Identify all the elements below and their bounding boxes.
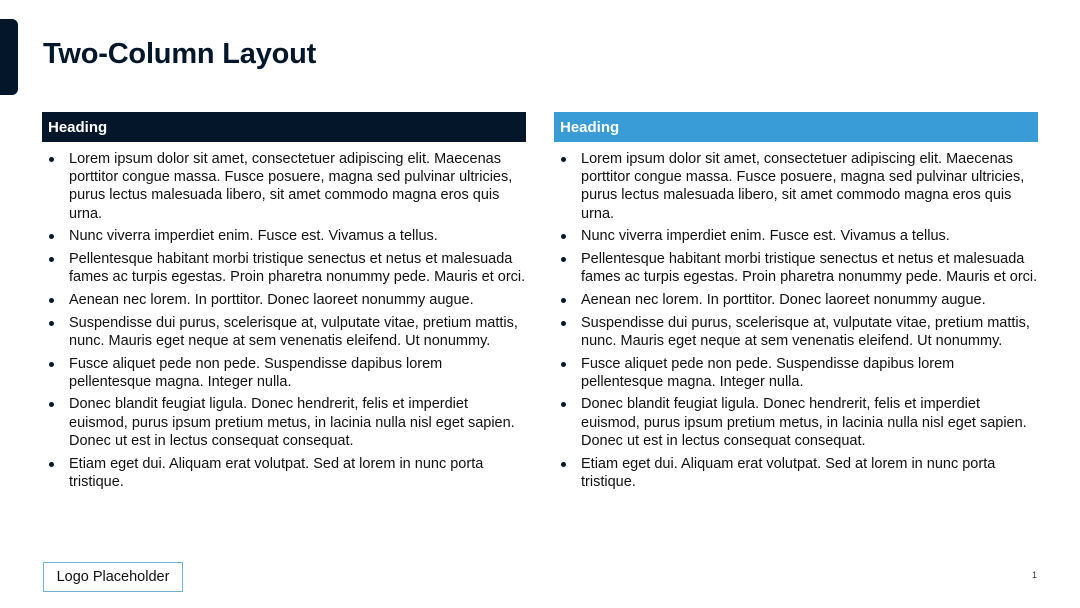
bullet-item: Etiam eget dui. Aliquam erat volutpat. Sed at lorem in nunc porta tristique. — [554, 455, 1038, 491]
bullet-item: Donec blandit feugiat ligula. Donec hendrerit, felis et imperdiet euismod, purus ipsum pretium metus, in lacinia nulla nisl eget sapien. Donec ut est in lectus consequat consequat. — [554, 395, 1038, 450]
bullet-item: Nunc viverra imperdiet enim. Fusce est. Vivamus a tellus. — [554, 227, 1038, 245]
bullet-item: Fusce aliquet pede non pede. Suspendisse dapibus lorem pellentesque magna. Integer nulla. — [42, 355, 526, 391]
bullet-item: Suspendisse dui purus, scelerisque at, vulputate vitae, pretium mattis, nunc. Mauris eget neque at sem venenatis eleifend. Ut nonummy. — [554, 314, 1038, 350]
bullet-item: Aenean nec lorem. In porttitor. Donec laoreet nonummy augue. — [554, 291, 1038, 309]
bullet-item: Pellentesque habitant morbi tristique senectus et netus et malesuada fames ac turpis egestas. Proin pharetra nonummy pede. Mauris et orci. — [42, 250, 526, 286]
left-column-heading: Heading — [42, 112, 526, 142]
bullet-item: Suspendisse dui purus, scelerisque at, vulputate vitae, pretium mattis, nunc. Mauris eget neque at sem venenatis eleifend. Ut nonummy. — [42, 314, 526, 350]
bullet-item: Fusce aliquet pede non pede. Suspendisse dapibus lorem pellentesque magna. Integer nulla. — [554, 355, 1038, 391]
slide-title: Two-Column Layout — [43, 38, 317, 70]
bullet-item: Aenean nec lorem. In porttitor. Donec laoreet nonummy augue. — [42, 291, 526, 309]
right-column — [554, 112, 1038, 495]
right-bullet-list — [554, 150, 1038, 491]
side-accent-tab — [0, 19, 18, 95]
bullet-item: Donec blandit feugiat ligula. Donec hendrerit, felis et imperdiet euismod, purus ipsum pretium metus, in lacinia nulla nisl eget sapien. Donec ut est in lectus consequat consequat. — [42, 395, 526, 450]
page-number: 1 — [1032, 570, 1038, 580]
bullet-item: Pellentesque habitant morbi tristique senectus et netus et malesuada fames ac turpis egestas. Proin pharetra nonummy pede. Mauris et orci. — [554, 250, 1038, 286]
left-bullet-list — [42, 150, 526, 491]
bullet-item: Nunc viverra imperdiet enim. Fusce est. Vivamus a tellus. — [42, 227, 526, 245]
bullet-item: Lorem ipsum dolor sit amet, consectetuer adipiscing elit. Maecenas porttitor congue massa. Fusce posuere, magna sed pulvinar ultricies, purus lectus malesuada libero, sit amet commodo magna eros quis urna. — [42, 150, 526, 223]
logo-placeholder: Logo Placeholder — [43, 562, 183, 592]
right-column-heading: Heading — [554, 112, 1038, 142]
bullet-item: Etiam eget dui. Aliquam erat volutpat. Sed at lorem in nunc porta tristique. — [42, 455, 526, 491]
bullet-item: Lorem ipsum dolor sit amet, consectetuer adipiscing elit. Maecenas porttitor congue massa. Fusce posuere, magna sed pulvinar ultricies, purus lectus malesuada libero, sit amet commodo magna eros quis urna. — [554, 150, 1038, 223]
left-column — [42, 112, 526, 495]
